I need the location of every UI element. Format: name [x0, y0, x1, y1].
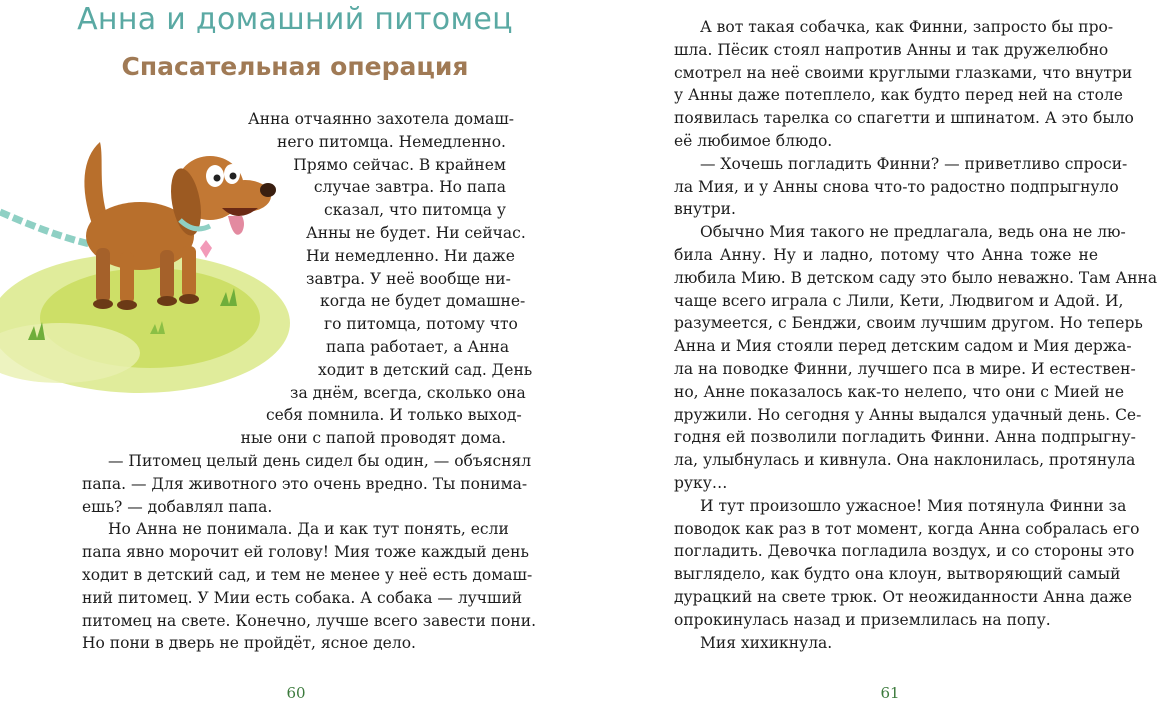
text-line: ла на поводке Финни, лучшего пса в мире. И естествен-: [674, 359, 1136, 378]
left-full-text: [82, 450, 537, 655]
text-line: И тут произошло ужасное! Мия потянула Финни за: [700, 496, 1127, 515]
text-line: но, Анне показалось как-то нелепо, что они с Мией не: [674, 382, 1124, 401]
text-line: чаще всего играла с Лили, Кети, Людвигом и Адой. И,: [674, 291, 1124, 310]
text-line: папа работает, а Анна: [326, 337, 510, 356]
right-page: [552, 0, 1157, 704]
book-title: Анна и домашний питомец: [77, 2, 513, 37]
text-line: поводок как раз в тот момент, когда Анна собралась его: [674, 519, 1140, 538]
text-line: за днём, всегда, сколько она: [290, 383, 526, 402]
text-line: А вот такая собачка, как Финни, запросто бы про-: [700, 18, 1114, 36]
text-line: него питомца. Немедленно.: [277, 132, 506, 151]
text-line: папа. — Для животного это очень вредно. Ты понима-: [82, 474, 528, 493]
text-line: ходит в детский сад, и тем не менее у неё есть домаш-: [82, 565, 533, 584]
text-line: руку…: [674, 473, 728, 492]
text-line: го питомца, потому что: [324, 315, 518, 334]
text-line: ные они с папой проводят дома.: [240, 429, 506, 448]
text-line: опрокинулась назад и приземлилась на попу.: [674, 610, 1051, 629]
page-number: 60: [286, 684, 306, 702]
text-line: Прямо сейчас. В крайнем: [293, 155, 506, 174]
text-line: Анна отчаянно захотела домаш-: [248, 110, 515, 128]
text-line: ходит в детский сад. День: [318, 360, 533, 379]
text-line: питомец на свете. Конечно, лучше всего завести пони.: [82, 611, 537, 630]
text-line: Мия хихикнула.: [700, 633, 833, 652]
text-line: выглядело, как будто она клоун, вытворяющий самый: [674, 565, 1121, 584]
page-number: 61: [880, 684, 900, 702]
text-line: появилась тарелка со спагетти и шпинатом. А это было: [674, 109, 1134, 128]
text-line: смотрел на неё своими круглыми глазками, что внутри: [674, 63, 1133, 82]
text-line: — Питомец целый день сидел бы один, — объяснял: [108, 452, 532, 470]
text-line: — Хочешь погладить Финни? — приветливо спроси-: [700, 154, 1128, 173]
text-line: била Анну. Ну и ладно, потому что Анна тоже не: [674, 245, 1098, 264]
text-line: погладить. Девочка погладила воздух, и со стороны это: [674, 542, 1135, 561]
text-line: Но Анна не понимала. Да и как тут понять, если: [108, 520, 509, 539]
text-line: Ни немедленно. Ни даже: [306, 246, 515, 265]
text-line: папа явно морочит ей голову! Мия тоже каждый день: [82, 543, 529, 562]
text-line: сказал, что питомца у: [324, 201, 506, 220]
chapter-title: Спасательная операция: [121, 52, 469, 81]
text-line: ла, улыбнулась и кивнула. Она наклонилась, протянула: [674, 451, 1136, 470]
left-page: [0, 0, 552, 704]
text-line: Анна и Мия стояли перед детским садом и Мия держа-: [674, 337, 1132, 356]
text-line: разумеется, с Бенджи, своим лучшим другом. Но теперь: [674, 314, 1143, 333]
text-line: годня ей позволили погладить Финни. Анна подпрыгну-: [674, 428, 1136, 447]
text-line: Анны не будет. Ни сейчас.: [306, 223, 526, 242]
text-line: дурацкий на свете трюк. От неожиданности Анна даже: [674, 587, 1133, 606]
text-line: когда не будет домашне-: [320, 292, 526, 311]
left-wrapped-text: [240, 108, 533, 450]
text-line: случае завтра. Но папа: [313, 178, 506, 197]
text-line: дружили. Но сегодня у Анны выдался удачный день. Се-: [674, 405, 1142, 424]
text-line: шла. Пёсик стоял напротив Анны и так дружелюбно: [674, 40, 1109, 59]
text-line: любила Мию. В детском саду это было неважно. Там Анна: [674, 268, 1157, 287]
text-line: её любимое блюдо.: [674, 131, 833, 150]
text-line: ний питомец. У Мии есть собака. А собака — лучший: [82, 588, 523, 607]
text-line: себя помнила. И только выход-: [266, 406, 522, 425]
right-text: [674, 16, 1157, 654]
text-line: внутри.: [674, 200, 736, 219]
text-line: Но пони в дверь не пройдёт, ясное дело.: [82, 634, 416, 653]
text-line: ла Мия, и у Анны снова что-то радостно подпрыгнуло: [674, 177, 1119, 196]
text-line: ешь? — добавлял папа.: [82, 497, 273, 516]
text-line: завтра. У неё вообще ни-: [306, 269, 511, 288]
text-line: у Анны даже потеплело, как будто перед ней на столе: [674, 86, 1123, 105]
text-line: Обычно Мия такого не предлагала, ведь она не лю-: [700, 223, 1126, 242]
